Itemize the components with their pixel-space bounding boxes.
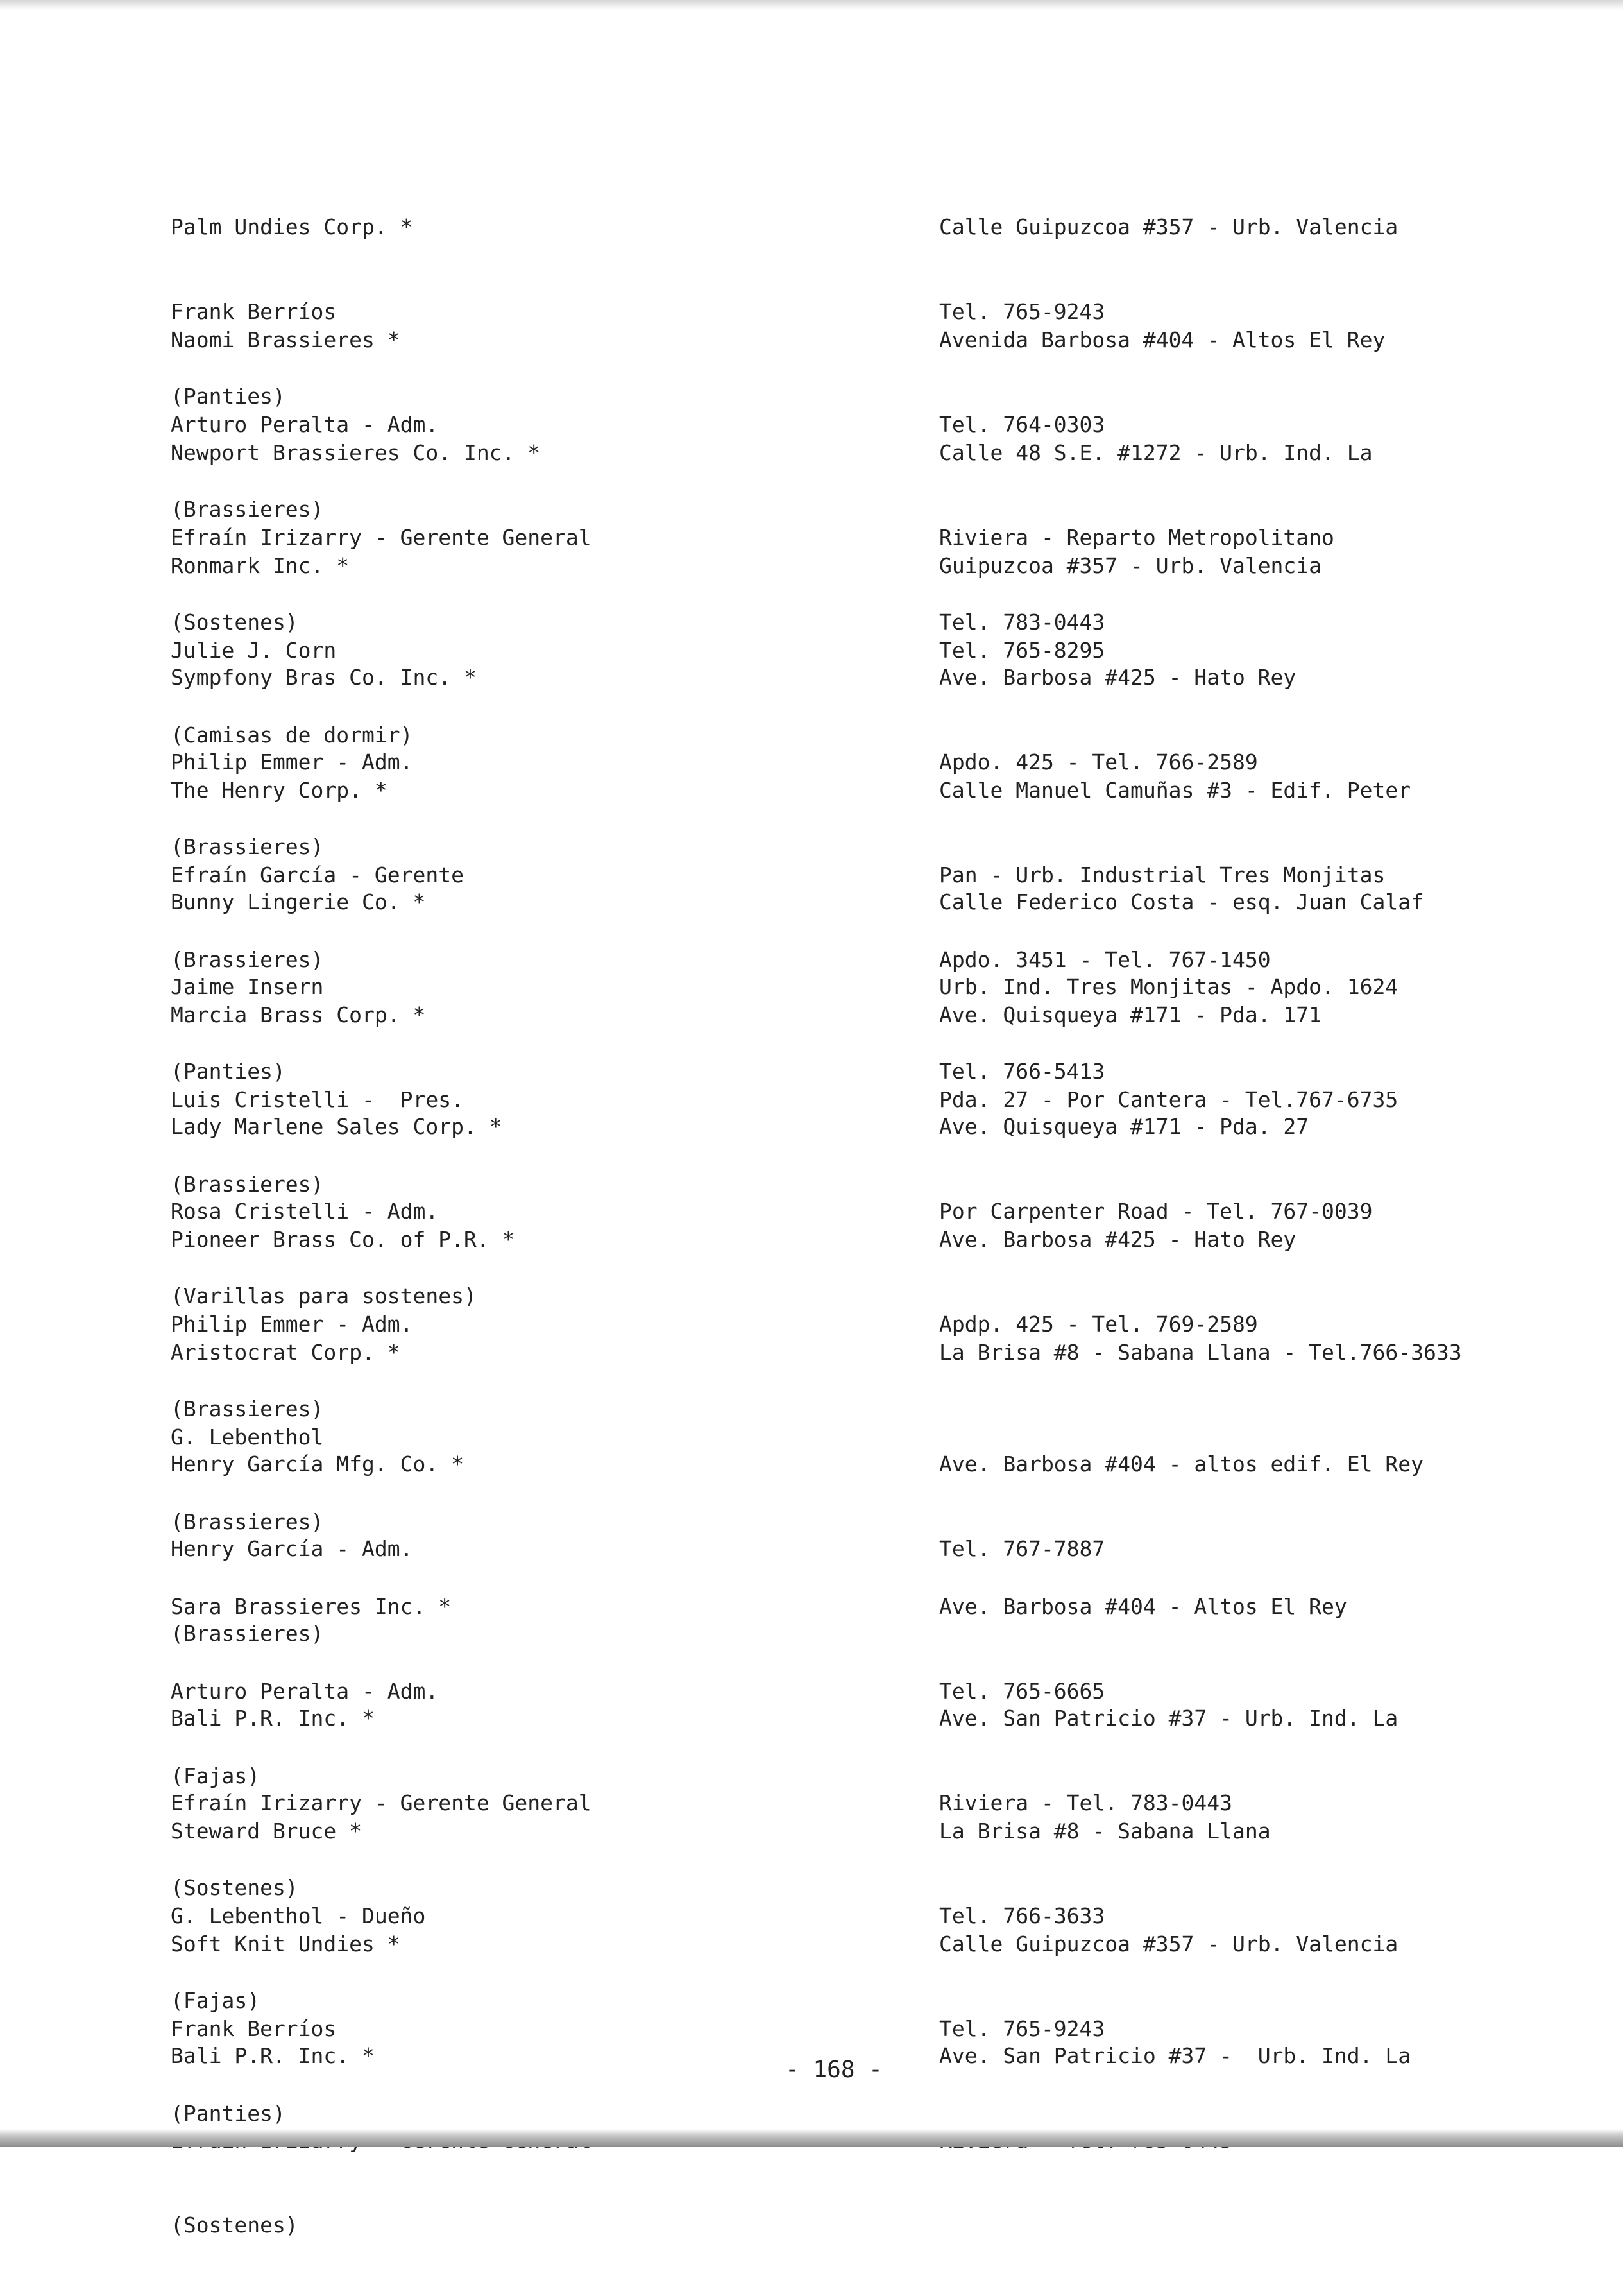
address-line: Tel. 765-8295 [939, 638, 1105, 663]
company-name: Marcia Brass Corp. * [171, 1002, 426, 1027]
product-type: (Panties) [171, 1059, 285, 1084]
address-line: Guipuzcoa #357 - Urb. Valencia [939, 553, 1322, 578]
product-type: (Brassieres) [171, 1396, 324, 1421]
product-type: (Fajas) [171, 1763, 260, 1788]
company-name: Soft Knit Undies * [171, 1932, 400, 1957]
address-line: Apdp. 425 - Tel. 769-2589 [939, 1312, 1258, 1337]
contact-person: Efraín García - Gerente [171, 862, 464, 887]
contact-person: Frank Berríos [171, 299, 337, 324]
address-line: Riviera - Tel. 783-0443 [939, 1790, 1232, 1815]
company-name: Sara Brassieres Inc. * [171, 1594, 452, 1619]
product-type: (Brassieres) [171, 834, 324, 859]
address-line: Apdo. 3451 - Tel. 767-1450 [939, 947, 1271, 972]
address-block [939, 1985, 1606, 2211]
page-number: - 168 - [785, 2057, 883, 2083]
company-name: Bunny Lingerie Co. * [171, 889, 426, 914]
product-type: (Panties) [171, 384, 285, 409]
product-type: (Brassieres) [171, 1509, 324, 1534]
company-name: Henry García Mfg. Co. * [171, 1452, 464, 1477]
address-line: Ave. Quisqueya #171 - Pda. 171 [939, 1002, 1322, 1027]
contact-person: G. Lebenthol [171, 1425, 324, 1450]
address-line: Calle Manuel Camuñas #3 - Edif. Peter [939, 778, 1411, 803]
address-line: Tel. 766-3633 [939, 1903, 1105, 1928]
contact-person: Luis Cristelli - Pres. [171, 1087, 464, 1112]
company-name: Palm Undies Corp. * [171, 214, 413, 239]
address-line: Ave. San Patricio #37 - Urb. Ind. La [939, 2043, 1411, 2068]
company-name: Sympfony Bras Co. Inc. * [171, 665, 477, 690]
company-name: Naomi Brassieres * [171, 327, 400, 352]
contact-person: Henry García - Adm. [171, 1536, 413, 1561]
company-name: Lady Marlene Sales Corp. * [171, 1114, 502, 1139]
product-type: (Brassieres) [171, 497, 324, 522]
product-type: (Fajas) [171, 1988, 260, 2013]
company-name: Bali P.R. Inc. * [171, 1706, 375, 1731]
product-type: (Camisas de dormir) [171, 723, 413, 748]
address-line: Apdo. 425 - Tel. 766-2589 [939, 750, 1258, 775]
product-type: (Panties) [171, 2101, 285, 2126]
contact-person: Jaime Insern [171, 974, 324, 999]
product-type: (Varillas para sostenes) [171, 1283, 477, 1308]
address-line: Tel. 765-6665 [939, 1679, 1105, 1704]
contact-person: Julie J. Corn [171, 638, 337, 663]
contact-person: Rosa Cristelli - Adm. [171, 1199, 439, 1224]
product-type: (Brassieres) [171, 1621, 324, 1646]
product-type: (Sostenes) [171, 610, 298, 635]
company-name: Newport Brassieres Co. Inc. * [171, 440, 541, 465]
contact-person: Philip Emmer - Adm. [171, 750, 413, 775]
company-name: Bali P.R. Inc. * [171, 2043, 375, 2068]
product-type: (Brassieres) [171, 1172, 324, 1197]
address-line: Avenida Barbosa #404 - Altos El Rey [939, 327, 1386, 352]
company-name: Steward Bruce * [171, 1819, 362, 1844]
product-type: (Brassieres) [171, 947, 324, 972]
address-line: Tel. 765-9243 [939, 2016, 1105, 2041]
address-line: Ave. Barbosa #425 - Hato Rey [939, 1227, 1296, 1252]
scan-bottom-edge [0, 2129, 1623, 2147]
company-name: Ronmark Inc. * [171, 553, 350, 578]
address-line: Calle Federico Costa - esq. Juan Calaf [939, 889, 1423, 914]
address-line: Pan - Urb. Industrial Tres Monjitas [939, 862, 1386, 887]
contact-person: Efraín Irizarry - Gerente General [171, 525, 591, 550]
address-line: Ave. Barbosa #404 - Altos El Rey [939, 1594, 1347, 1619]
contact-person: Frank Berríos [171, 2016, 337, 2041]
company-name: Aristocrat Corp. * [171, 1340, 400, 1365]
address-line: Calle Guipuzcoa #357 - Urb. Valencia [939, 1932, 1398, 1957]
address-line: Tel. 765-9243 [939, 299, 1105, 324]
address-line: Por Carpenter Road - Tel. 767-0039 [939, 1199, 1373, 1224]
product-type: (Sostenes) [171, 1875, 298, 1900]
address-line: Calle 48 S.E. #1272 - Urb. Ind. La [939, 440, 1373, 465]
company-name: Pioneer Brass Co. of P.R. * [171, 1227, 515, 1252]
contact-person: Efraín Irizarry - Gerente General [171, 1790, 591, 1815]
address-line: Ave. San Patricio #37 - Urb. Ind. La [939, 1706, 1398, 1731]
address-line: Pda. 27 - Por Cantera - Tel.767-6735 [939, 1087, 1398, 1112]
address-line: Calle Guipuzcoa #357 - Urb. Valencia [939, 214, 1398, 239]
address-line: Riviera - Reparto Metropolitano [939, 525, 1334, 550]
address-line: Tel. 783-0443 [939, 610, 1105, 635]
address-line: Ave. Barbosa #404 - altos edif. El Rey [939, 1452, 1423, 1477]
address-line: Tel. 767-7887 [939, 1536, 1105, 1561]
address-line: Tel. 764-0303 [939, 412, 1105, 437]
address-line: La Brisa #8 - Sabana Llana [939, 1819, 1271, 1844]
contact-person: Philip Emmer - Adm. [171, 1312, 413, 1337]
address-line: Tel. 766-5413 [939, 1059, 1105, 1084]
product-type: (Sostenes) [171, 2213, 298, 2238]
address-line: Ave. Barbosa #425 - Hato Rey [939, 665, 1296, 690]
contact-person: Arturo Peralta - Adm. [171, 412, 439, 437]
company-name: The Henry Corp. * [171, 778, 387, 803]
contact-person: Arturo Peralta - Adm. [171, 1679, 439, 1704]
address-line: La Brisa #8 - Sabana Llana - Tel.766-3633 [939, 1340, 1462, 1365]
address-line: Ave. Quisqueya #171 - Pda. 27 [939, 1114, 1309, 1139]
address-line: Urb. Ind. Tres Monjitas - Apdo. 1624 [939, 974, 1398, 999]
contact-person: G. Lebenthol - Dueño [171, 1903, 426, 1928]
